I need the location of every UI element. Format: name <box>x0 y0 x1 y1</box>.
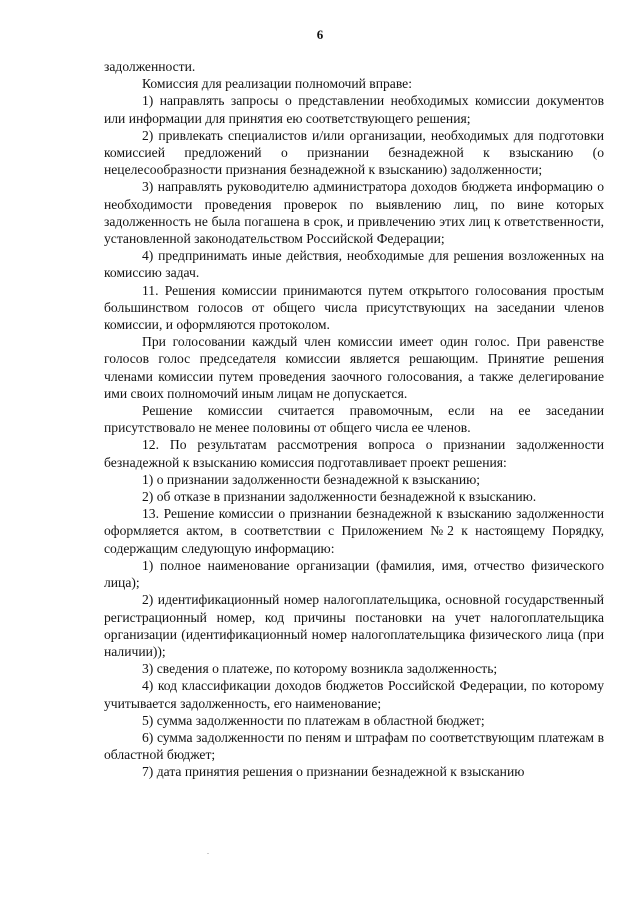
paragraph-info-1: 1) полное наименование организации (фамилия, имя, отчество физического лица); <box>104 557 604 591</box>
paragraph-info-7: 7) дата принятия решения о признании безнадежной к взысканию <box>142 764 525 780</box>
paragraph-info-5: 5) сумма задолженности по платежам в областной бюджет; <box>142 712 485 728</box>
paragraph-continuation: задолженности. <box>104 59 196 74</box>
paragraph-section-12: 12. По результатам рассмотрения вопроса о признании задолженности безнадежной к взысканию комиссия подготавливает проект решения: <box>104 437 604 470</box>
paragraph-voting-rules: При голосовании каждый член комиссии имеет один голос. При равенстве голосов голос председателя комиссии является решающим. Принятие решения членами комиссии путем проведения заочного голосования, а также делегирование ими своих полномочий иным лицам не допускается. <box>104 334 604 401</box>
paragraph-section-13: 13. Решение комиссии о признании безнадежной к взысканию задолженности оформляется актом, в соответствии с Приложением №2 к настоящему Порядку, содержащим следующую информацию: <box>104 506 604 556</box>
paragraph-decision-option-2: 2) об отказе в признании задолженности безнадежной к взысканию. <box>142 489 537 505</box>
scan-speck <box>207 853 209 854</box>
paragraph-info-3: 3) сведения о платеже, по которому возникла задолженность; <box>142 661 498 677</box>
paragraph-info-6: 6) сумма задолженности по пеням и штрафам по соответствующим платежам в областной бюджет; <box>104 729 604 763</box>
paragraph-section-11: 11. Решения комиссии принимаются путем открытого голосования простым большинством голосов от общего числа присутствующих на заседании членов комиссии, и оформляются протоколом. <box>104 282 604 333</box>
paragraph-power-3: 3) направлять руководителю администратора доходов бюджета информацию о необходимости проведения проверок по выявлению лиц, по вине которых задолженность не была погашена в срок, и привлечению этих лиц к ответственности, установленной законодательством Российской Федерации; <box>104 179 604 247</box>
paragraph-power-2: 2) привлекать специалистов и/или организации, необходимых для подготовки комиссией предложений о признании безнадежной к взысканию (о нецелесообразности признания безнадежной к взысканию) задолженности; <box>104 127 604 178</box>
paragraph-info-4: 4) код классификации доходов бюджетов Российской Федерации, по которому учитывается задолженность, его наименование; <box>104 678 604 711</box>
paragraph-info-2: 2) идентификационный номер налогоплательщика, основной государственный регистрационный номер, код причины постановки на учет налогоплательщика организации (идентификационный номер налогоплательщика физического лица (при наличии)); <box>104 592 604 659</box>
paragraph-power-1: 1) направлять запросы о представлении необходимых комиссии документов или информации для принятия ею соответствующего решения; <box>104 93 604 126</box>
paragraph-quorum: Решение комиссии считается правомочным, если на ее заседании присутствовало не менее половины от общего числа ее членов. <box>104 403 604 436</box>
paragraph-power-4: 4) предпринимать иные действия, необходимые для решения возложенных на комиссию задач. <box>104 248 604 281</box>
document-body <box>104 58 604 781</box>
page-number: 6 <box>316 27 324 42</box>
paragraph-decision-option-1: 1) о признании задолженности безнадежной к взысканию; <box>142 471 481 487</box>
paragraph-commission-powers-intro: Комиссия для реализации полномочий вправе: <box>142 76 412 92</box>
